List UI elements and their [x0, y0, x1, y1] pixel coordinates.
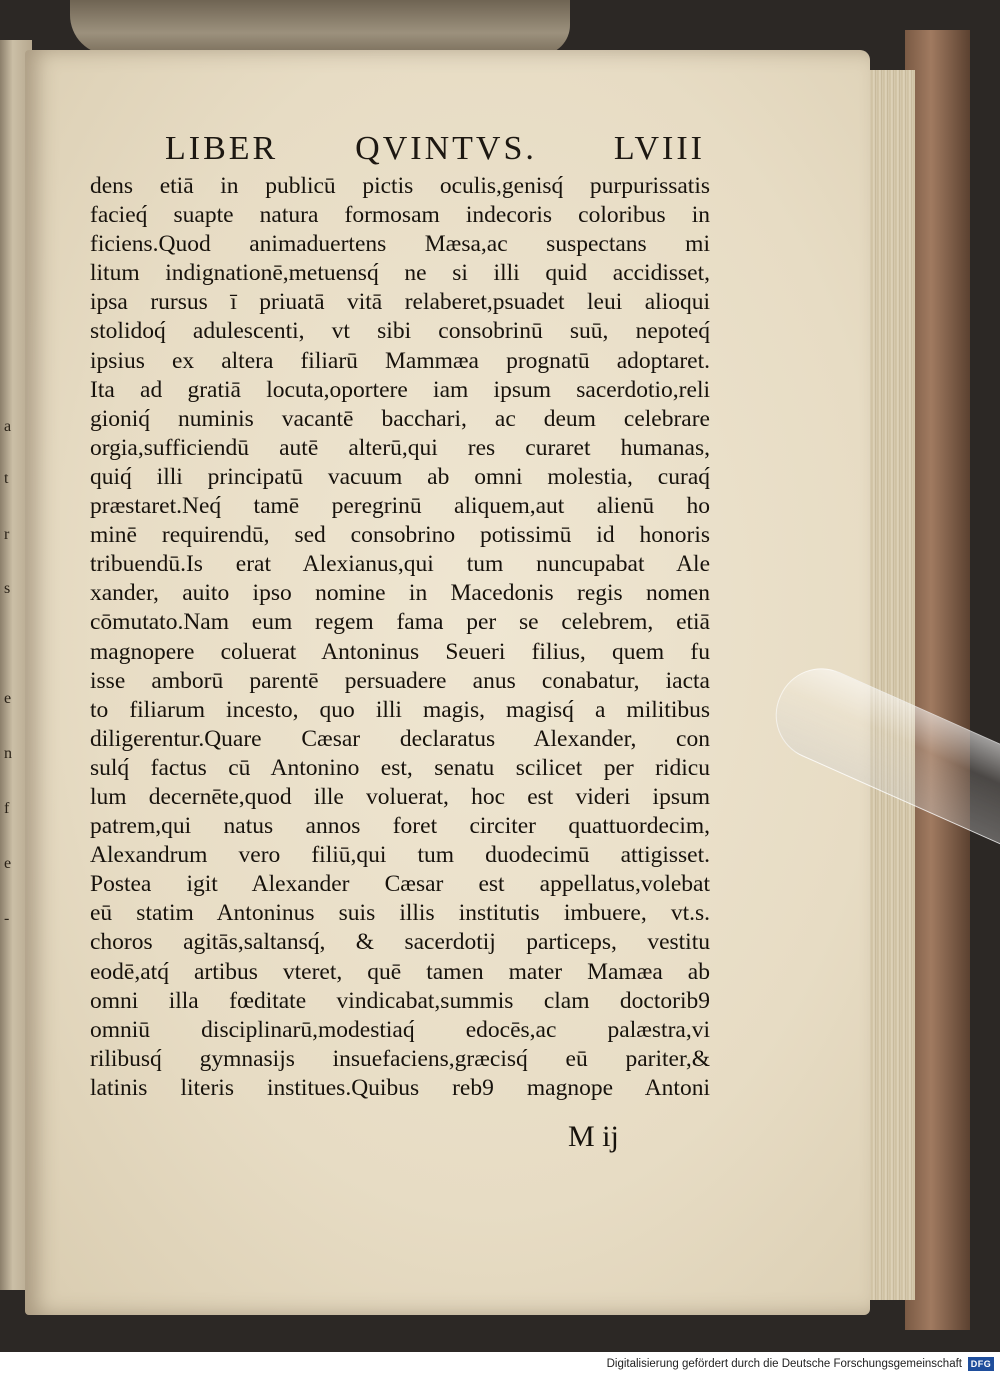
text-line: to filiarum incesto, quo illi magis, magisq́ a militibus [90, 696, 710, 723]
text-line: stolidoq́ adulescenti, vt sibi consobrinū suū, nepoteq́ [90, 318, 710, 345]
text-line: sulq́ factus cū Antonino est, senatu scilicet per ridicu [90, 754, 710, 781]
binding-strap [70, 0, 570, 55]
text-line: quiq́ illi principatū vacuum ab omni molestia, curaq́ [90, 463, 710, 490]
left-page-fragment: r [4, 526, 10, 543]
footer-bar [0, 1352, 1000, 1375]
text-line: rilibusq́ gymnasijs insuefaciens,græcisq́ eū pariter,& [90, 1045, 710, 1072]
left-page-fragment: a [4, 418, 12, 435]
left-page-fragment: t [4, 470, 9, 487]
text-line: Alexandrum vero filiū,qui tum duodecimū attigisset. [90, 842, 710, 869]
dfg-logo-icon: DFG [968, 1357, 994, 1371]
text-line: gioniq́ numinis vacantē bacchari, ac deum celebrare [90, 405, 710, 432]
text-line: lum decernēte,quod ille voluerat, hoc est videri ipsum [90, 783, 710, 810]
text-line: litum indignationē,metuensq́ ne si illi quid accidisset, [90, 260, 710, 287]
text-line: præstaret.Neq́ tamē peregrinū aliquem,aut alienū ho [90, 493, 710, 520]
text-line: Postea igit Alexander Cæsar est appellatus,volebat [90, 871, 710, 898]
text-line: eodē,atq́ artibus vteret, quē tamen mater Mamæa ab [90, 958, 710, 985]
text-line: ipsa rursus ī priuatā vitā relaberet,psuadet leui alioqui [90, 289, 710, 316]
left-page-fragment: s [4, 580, 11, 597]
left-page-fragment: - [4, 910, 10, 927]
text-line: magnopere coluerat Antoninus Seueri filius, quem fu [90, 638, 710, 665]
text-line: omni illa fœditate vindicabat,summis clam doctorib9 [90, 987, 710, 1014]
left-page-fragment: n [4, 745, 12, 762]
running-head-title: QVINTVS. [355, 130, 537, 167]
text-line: minē requirendū, sed consobrino potissimū id honoris [90, 522, 710, 549]
signature-mark: M ij [568, 1120, 619, 1153]
running-head-book: LIBER [165, 130, 279, 167]
left-page-fragment: f [4, 800, 10, 817]
text-line: patrem,qui natus annos foret circiter quattuordecim, [90, 813, 710, 840]
text-line: eū statim Antoninus suis illis institutis imbuere, vt.s. [90, 900, 710, 927]
text-line: dens etiā in publicū pictis oculis,genisq́ purpurissatis [90, 173, 710, 199]
text-line: Ita ad gratiā locuta,oportere iam ipsum sacerdotio,reli [90, 376, 710, 403]
text-line: cōmutato.Nam eum regem fama per se celebrem, etiā [90, 609, 710, 636]
text-line: diligerentur.Quare Cæsar declaratus Alexander, con [90, 725, 710, 752]
text-line: choros agitās,saltansq́, & sacerdotij particeps, vestitu [90, 929, 710, 956]
running-head [165, 130, 705, 174]
text-line: orgia,sufficiendū autē alterū,qui res curaret humanas, [90, 434, 710, 461]
text-line: omniū disciplinarū,modestiaq́ edocēs,ac palæstra,vi [90, 1016, 710, 1043]
body-text [90, 172, 710, 1103]
text-line: ficiens.Quod animaduertens Mæsa,ac suspectans mi [90, 231, 710, 258]
text-line: tribuendū.Is erat Alexianus,qui tum nuncupabat Ale [90, 551, 710, 578]
text-line: latinis literis institues.Quibus reb9 magnope Antoni [90, 1074, 710, 1101]
text-line: xander, auito ipso nomine in Macedonis regis nomen [90, 580, 710, 607]
left-page-fragment: e [4, 690, 12, 707]
text-line: isse amborū parentē persuadere anus conabatur, iacta [90, 667, 710, 694]
funding-notice: Digitalisierung gefördert durch die Deutsche Forschungsgemeinschaft [606, 1357, 962, 1370]
text-line: ipsius ex altera filiarū Mammæa prognatū adoptaret. [90, 347, 710, 374]
text-line: facieq́ suapte natura formosam indecoris coloribus in [90, 202, 710, 229]
left-page-fragment: e [4, 855, 12, 872]
folio-number: LVIII [613, 130, 705, 167]
